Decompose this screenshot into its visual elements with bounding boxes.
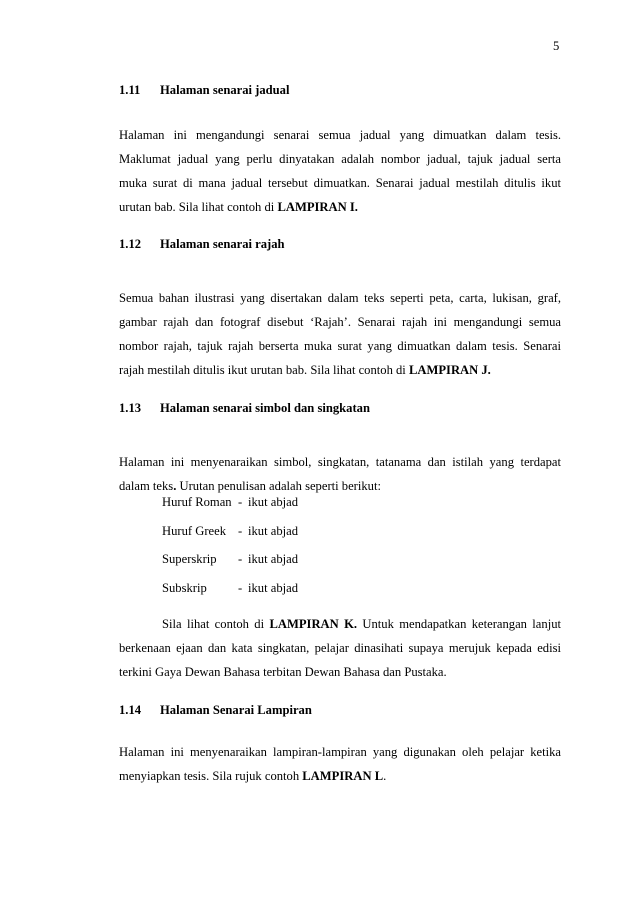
section-heading-1-11 xyxy=(119,83,289,98)
section-heading-1-12 xyxy=(119,237,285,252)
ordering-list xyxy=(162,495,462,610)
section-heading-1-14 xyxy=(119,703,312,718)
page-number: 5 xyxy=(553,39,560,53)
section-paragraph-1-11 xyxy=(119,123,561,219)
paragraph-line: berkenaan ejaan dan kata singkatan, pelajar dinasihati supaya merujuk kepada edisi xyxy=(119,641,561,655)
section-heading-1-13 xyxy=(119,401,370,416)
list-item xyxy=(162,524,462,553)
line-text: Sila lihat contoh di xyxy=(162,617,270,631)
section-number: 1.11 xyxy=(119,83,141,97)
appendix-reference: LAMPIRAN I. xyxy=(277,200,358,214)
paragraph-line xyxy=(119,358,561,382)
list-dash: - xyxy=(238,523,243,538)
list-dash: - xyxy=(238,581,243,596)
section-number: 1.12 xyxy=(119,237,142,251)
list-description: ikut abjad xyxy=(248,581,299,596)
list-item xyxy=(162,552,462,581)
line-text: rajah mestilah ditulis ikut urutan bab. Sila lihat contoh di xyxy=(119,363,409,377)
section-title: Halaman senarai jadual xyxy=(160,83,290,97)
paragraph-line: Maklumat jadual yang perlu dinyatakan adalah nombor jadual, tajuk jadual serta xyxy=(119,152,561,166)
paragraph-line xyxy=(119,195,561,219)
section-paragraph-1-13-continued xyxy=(119,612,561,684)
line-text: menyiapkan tesis. Sila rujuk contoh xyxy=(119,769,303,783)
list-term: Huruf Roman xyxy=(162,495,232,509)
list-term: Superskrip xyxy=(162,552,217,567)
section-title: Halaman Senarai Lampiran xyxy=(160,703,312,717)
line-text: Untuk mendapatkan keterangan lanjut xyxy=(357,617,561,631)
paragraph-line: nombor rajah, tajuk rajah berserta muka surat yang dimuatkan dalam tesis. Senarai xyxy=(119,339,561,353)
section-title: Halaman senarai rajah xyxy=(160,237,285,251)
line-text: Urutan penulisan adalah seperti berikut: xyxy=(176,479,381,493)
list-item xyxy=(162,581,462,610)
bold-period: . xyxy=(173,479,177,493)
list-term: Huruf Greek xyxy=(162,523,226,538)
line-text: urutan bab. Sila lihat contoh di xyxy=(119,200,278,214)
paragraph-line: Halaman ini menyenaraikan simbol, singkatan, tatanama dan istilah yang terdapat xyxy=(119,455,561,469)
section-paragraph-1-12 xyxy=(119,286,561,382)
appendix-reference: LAMPIRAN L xyxy=(302,769,384,783)
list-item xyxy=(162,495,462,524)
list-dash: - xyxy=(238,495,243,509)
paragraph-line xyxy=(119,612,561,636)
appendix-reference: LAMPIRAN K. xyxy=(269,617,358,631)
list-description: ikut abjad xyxy=(248,552,299,567)
paragraph-line: terkini Gaya Dewan Bahasa terbitan Dewan Bahasa dan Pustaka. xyxy=(119,665,447,679)
list-dash: - xyxy=(238,552,243,567)
section-paragraph-1-13 xyxy=(119,450,561,498)
section-number: 1.14 xyxy=(119,703,142,717)
section-paragraph-1-14 xyxy=(119,740,561,788)
line-text: dalam teks xyxy=(119,479,174,493)
paragraph-line xyxy=(119,764,561,788)
paragraph-line: muka surat di mana jadual tersebut dimuatkan. Senarai jadual mestilah ditulis ikut xyxy=(119,176,561,190)
appendix-reference: LAMPIRAN J. xyxy=(408,363,491,377)
paragraph-line: Halaman ini mengandungi senarai semua jadual yang dimuatkan dalam tesis. xyxy=(119,128,561,142)
paragraph-line: Halaman ini menyenaraikan lampiran-lampiran yang digunakan oleh pelajar ketika xyxy=(119,745,561,759)
section-title: Halaman senarai simbol dan singkatan xyxy=(160,401,370,415)
section-number: 1.13 xyxy=(119,401,142,415)
list-term: Subskrip xyxy=(162,581,207,596)
paragraph-line: Semua bahan ilustrasi yang disertakan dalam teks seperti peta, carta, lukisan, graf, xyxy=(119,291,561,305)
line-text: . xyxy=(383,769,387,783)
paragraph-line: gambar rajah dan fotograf disebut ‘Rajah’. Senarai rajah ini mengandungi semua xyxy=(119,315,561,329)
list-description: ikut abjad xyxy=(248,495,299,509)
list-description: ikut abjad xyxy=(248,523,299,538)
